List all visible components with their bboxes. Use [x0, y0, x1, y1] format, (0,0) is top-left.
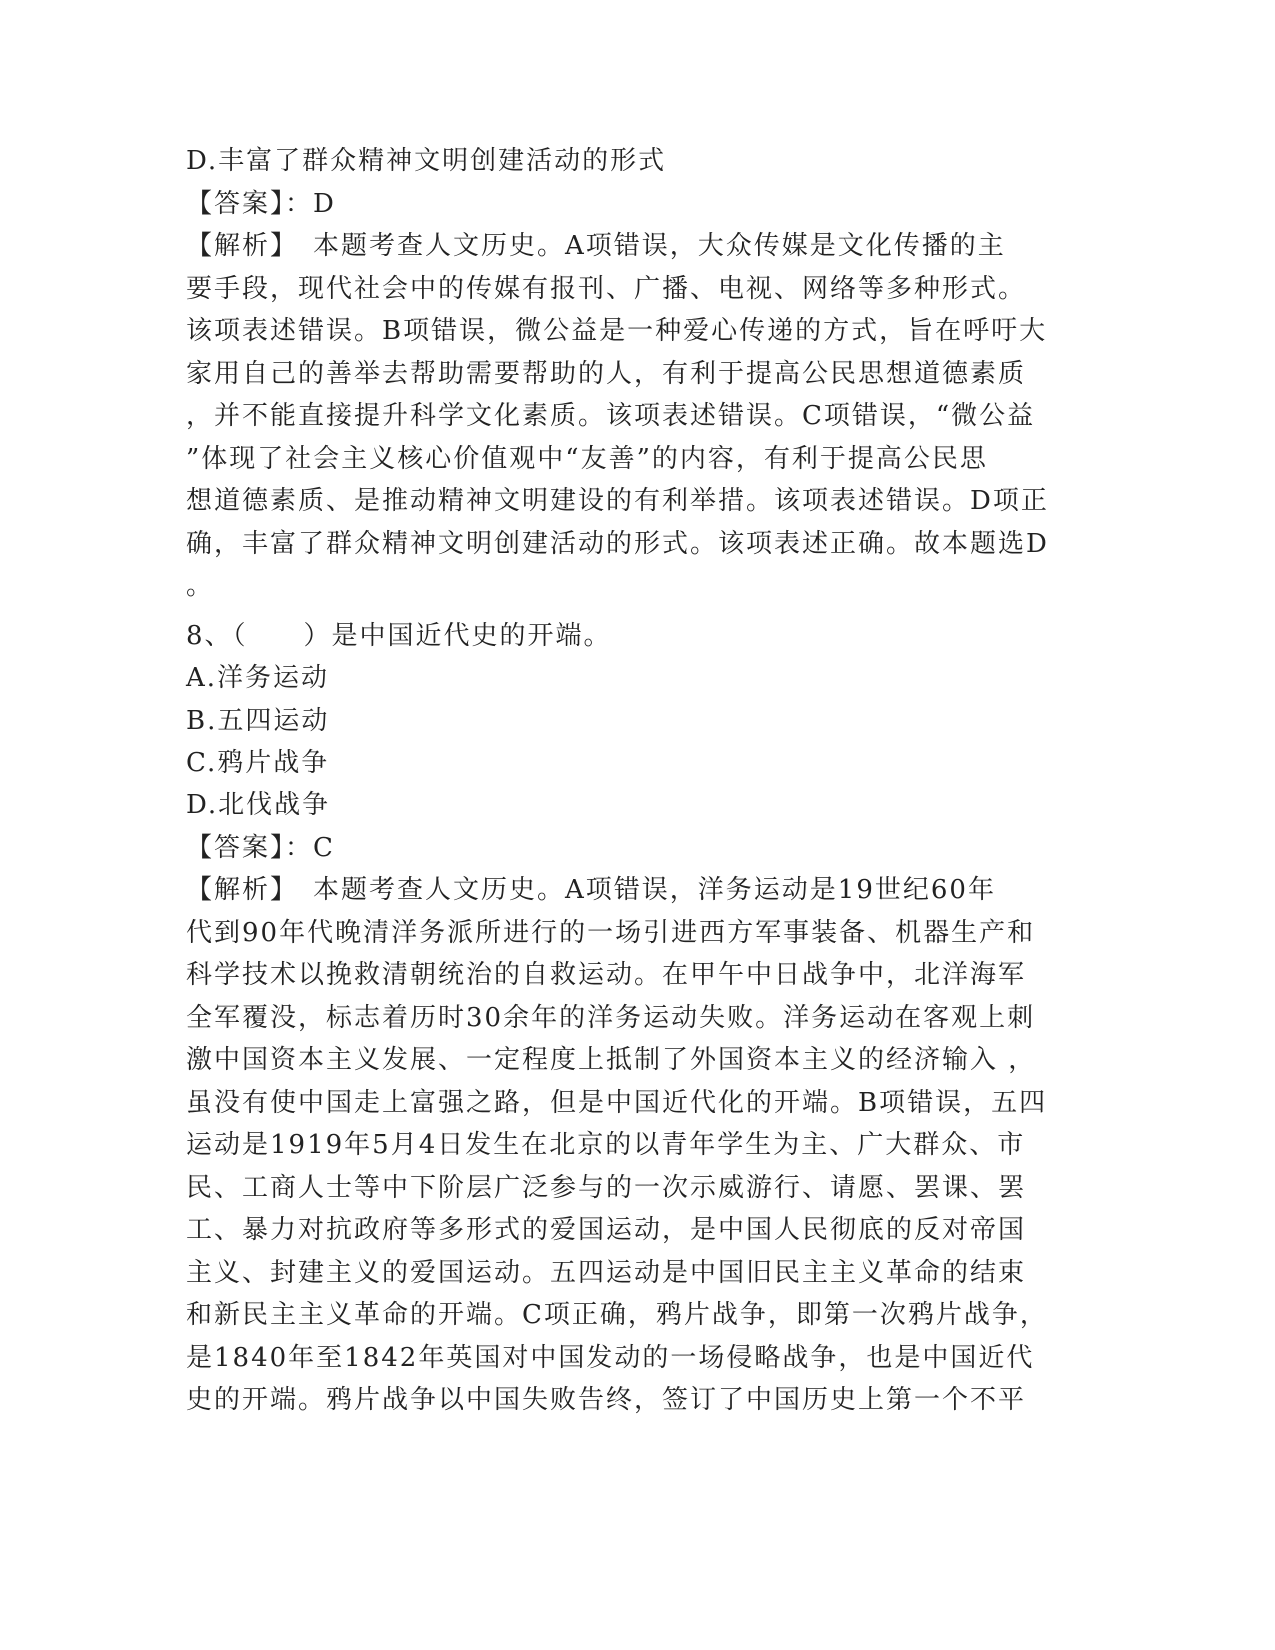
analysis-line: 【解析】 本题考查人文历史。A项错误，大众传媒是文化传播的主	[186, 231, 1006, 261]
analysis-line: 科学技术以挽救清朝统治的自救运动。在甲午中日战争中，北洋海军	[186, 960, 1027, 990]
analysis-line: 确，丰富了群众精神文明创建活动的形式。该项表述正确。故本题选D	[186, 529, 1049, 559]
analysis-line: 运动是1919年5月4日发生在北京的以青年学生为主、广大群众、市	[186, 1130, 1026, 1160]
analysis-line: 想道德素质、是推动精神文明建设的有利举措。该项表述错误。D项正	[186, 486, 1049, 516]
answer-line: 【答案】：C	[186, 833, 335, 863]
question-stem: 8、（ ）是中国近代史的开端。	[186, 621, 612, 651]
analysis-line: 激中国资本主义发展、一定程度上抵制了外国资本主义的经济输入 ，	[186, 1045, 1037, 1075]
option-d-line: D.丰富了群众精神文明创建活动的形式	[186, 146, 667, 176]
analysis-line: 和新民主主义革命的开端。C项正确，鸦片战争，即第一次鸦片战争，	[186, 1300, 1048, 1330]
analysis-line: 主义、封建主义的爱国运动。五四运动是中国旧民主主义革命的结束	[186, 1258, 1027, 1288]
analysis-line: 全军覆没，标志着历时30余年的洋务运动失败。洋务运动在客观上刺	[186, 1003, 1036, 1033]
analysis-line: 是1840年至1842年英国对中国发动的一场侵略战争，也是中国近代	[186, 1343, 1035, 1373]
analysis-line: 虽没有使中国走上富强之路，但是中国近代化的开端。B项错误，五四	[186, 1088, 1048, 1118]
analysis-line: 史的开端。鸦片战争以中国失败告终，签订了中国历史上第一个不平	[186, 1385, 1027, 1415]
answer-line: 【答案】：D	[186, 189, 336, 219]
analysis-line: 民、工商人士等中下阶层广泛参与的一次示威游行、请愿、罢课、罢	[186, 1173, 1027, 1203]
analysis-line: 工、暴力对抗政府等多形式的爱国运动，是中国人民彻底的反对帝国	[186, 1215, 1027, 1245]
option-b: B.五四运动	[186, 706, 330, 736]
analysis-line: ”体现了社会主义核心价值观中“友善”的内容，有利于提高公民思	[186, 444, 988, 474]
option-a: A.洋务运动	[186, 663, 330, 693]
option-d: D.北伐战争	[186, 790, 331, 820]
analysis-line: 。	[186, 571, 215, 601]
analysis-line: 家用自己的善举去帮助需要帮助的人，有利于提高公民思想道德素质	[186, 359, 1027, 389]
analysis-line: ，并不能直接提升科学文化素质。该项表述错误。C项错误，“微公益	[186, 401, 1036, 431]
analysis-line: 该项表述错误。B项错误，微公益是一种爱心传递的方式，旨在呼吁大	[186, 316, 1048, 346]
analysis-line: 要手段，现代社会中的传媒有报刊、广播、电视、网络等多种形式。	[186, 274, 1027, 304]
analysis-line: 【解析】 本题考查人文历史。A项错误，洋务运动是19世纪60年	[186, 875, 996, 905]
option-c: C.鸦片战争	[186, 748, 330, 778]
analysis-line: 代到90年代晚清洋务派所进行的一场引进西方军事装备、机器生产和	[186, 918, 1036, 948]
